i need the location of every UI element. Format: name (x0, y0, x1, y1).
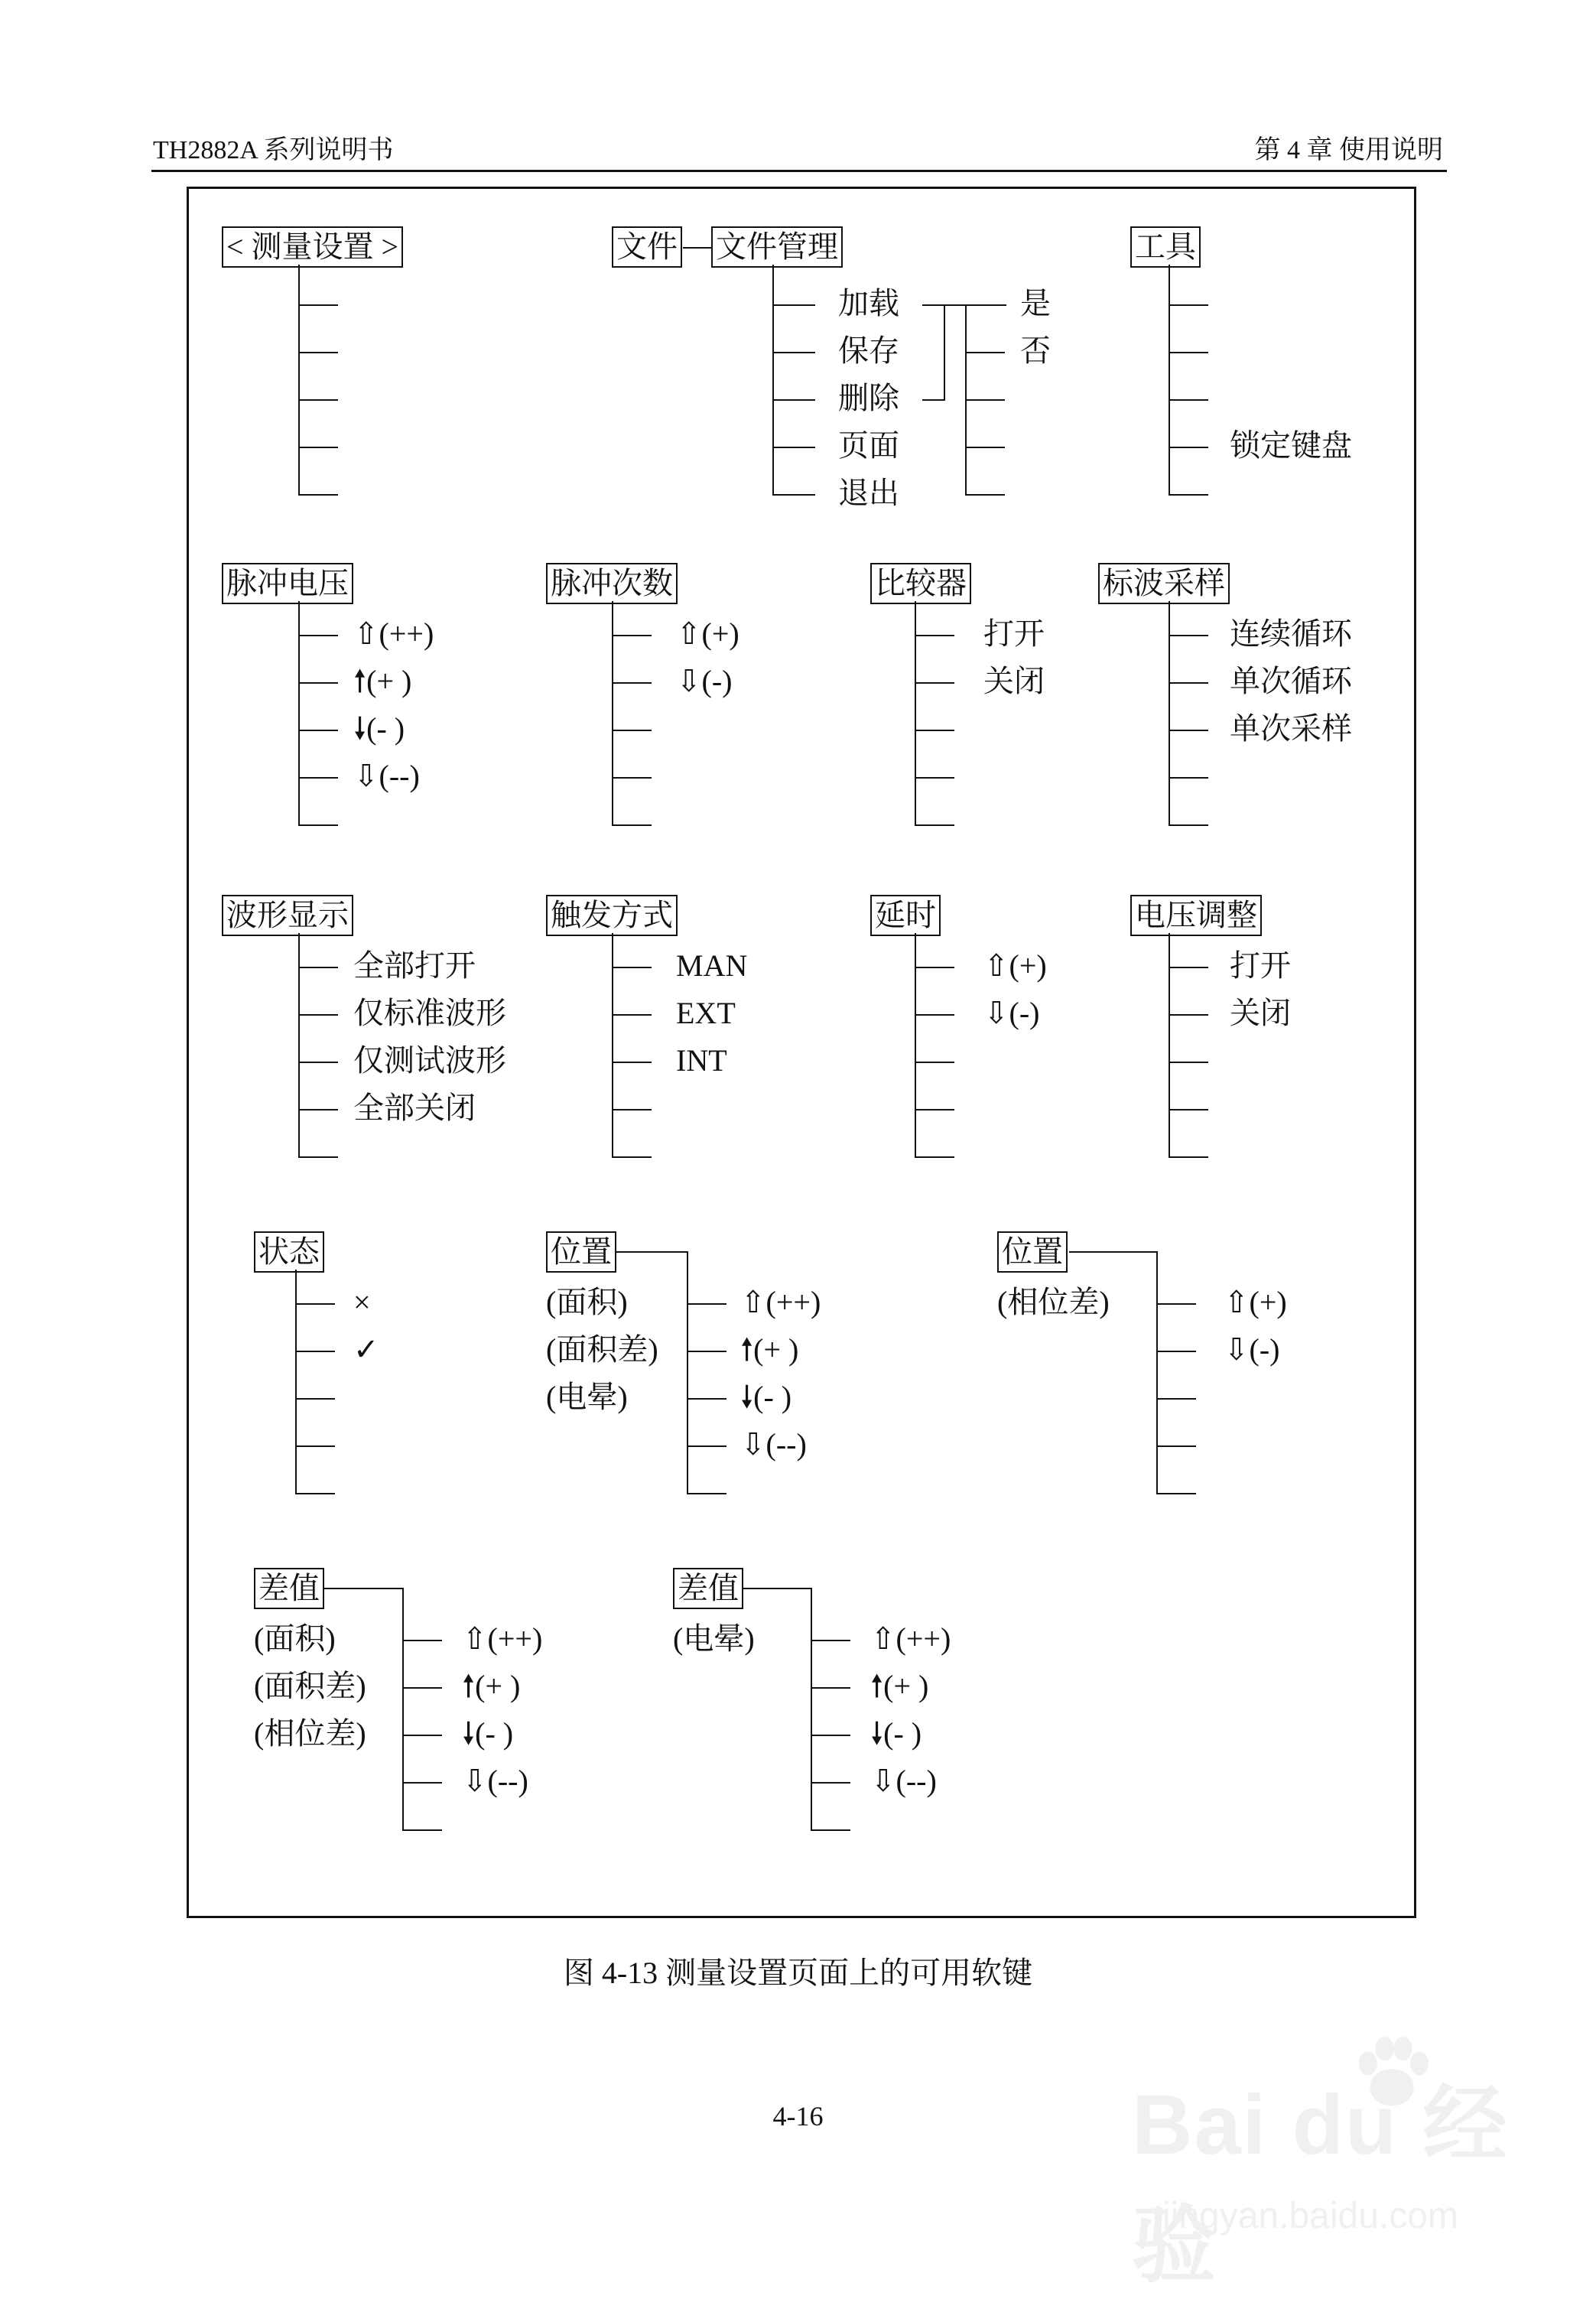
delay-item-2[interactable]: ⇩(-) (983, 996, 1040, 1030)
pulse_count-branch-5 (612, 824, 652, 826)
file-bracket (944, 304, 945, 399)
tools-trunk (1169, 265, 1170, 494)
voltage_adjust-branch-3 (1169, 1062, 1208, 1063)
pulse_voltage-branch-5 (298, 824, 338, 826)
diff_corona-title[interactable]: 差值 (673, 1568, 743, 1609)
status-branch-4 (295, 1445, 335, 1447)
waveform_display-item-1[interactable]: 全部打开 (353, 948, 476, 983)
pulse_voltage-branch-3 (298, 730, 338, 731)
diff_corona-branch-3 (811, 1735, 850, 1736)
diff_area-branch-2 (402, 1687, 442, 1689)
trigger_mode-branch-4 (612, 1109, 652, 1110)
diff_corona-branch-4 (811, 1782, 850, 1784)
confirm-yes: 是 (1020, 286, 1051, 320)
diff_area-item-2[interactable]: 🠕(+ ) (462, 1669, 521, 1703)
diff_corona-label-1: (电晕) (673, 1621, 755, 1656)
position_area-branch-5 (687, 1493, 726, 1494)
waveform_display-title[interactable]: 波形显示 (222, 895, 353, 936)
position_area-trunk (687, 1251, 688, 1493)
pulse_voltage-item-2[interactable]: 🠕(+ ) (353, 664, 412, 698)
file-title[interactable]: 文件 (612, 226, 682, 268)
figure-caption: 图 4-13 测量设置页面上的可用软键 (563, 1956, 1033, 1990)
voltage_adjust-branch-5 (1169, 1156, 1208, 1158)
page-number: 4-16 (772, 2101, 824, 2132)
position_area-item-2[interactable]: 🠕(+ ) (740, 1332, 799, 1367)
position_phase-item-1[interactable]: ⇧(+) (1224, 1285, 1287, 1319)
pulse_count-title[interactable]: 脉冲次数 (546, 563, 678, 604)
waveform_display-branch-3 (298, 1062, 338, 1063)
measure_setup-branch-3 (298, 399, 338, 401)
std_wave_sampling-branch-5 (1169, 824, 1208, 826)
position_area-branch-4 (687, 1445, 726, 1447)
confirm-branch-5 (965, 494, 1005, 496)
confirm-branch-1 (965, 304, 1005, 306)
trigger_mode-branch-3 (612, 1062, 652, 1063)
position_phase-branch-3 (1156, 1398, 1196, 1400)
position_phase-branch-4 (1156, 1445, 1196, 1447)
comparator-item-2[interactable]: 关闭 (983, 664, 1045, 698)
comparator-branch-5 (915, 824, 954, 826)
comparator-branch-1 (915, 635, 954, 636)
diff_area-branch-3 (402, 1735, 442, 1736)
delay-branch-2 (915, 1014, 954, 1016)
file-branch-3 (772, 399, 815, 401)
pulse_count-branch-2 (612, 682, 652, 684)
diff_corona-item-3[interactable]: 🠗(- ) (870, 1716, 922, 1751)
pulse_voltage-title[interactable]: 脉冲电压 (222, 563, 353, 604)
position_area-branch-2 (687, 1351, 726, 1352)
position_phase-trunk (1156, 1251, 1158, 1493)
position_area-item-4[interactable]: ⇩(--) (740, 1427, 807, 1462)
tools-item-4[interactable]: 锁定键盘 (1230, 428, 1352, 463)
waveform_display-item-2[interactable]: 仅标准波形 (353, 996, 506, 1030)
pulse_voltage-branch-2 (298, 682, 338, 684)
confirm-branch-4 (965, 447, 1005, 448)
diff_corona-branch-2 (811, 1687, 850, 1689)
position_phase-item-2[interactable]: ⇩(-) (1224, 1332, 1280, 1367)
comparator-branch-2 (915, 682, 954, 684)
position_area-link (616, 1251, 688, 1253)
watermark-logo: Bai du 经验 (1132, 2078, 1509, 2293)
delay-branch-1 (915, 967, 954, 968)
diff_area-item-1[interactable]: ⇧(++) (462, 1621, 543, 1656)
waveform_display-item-3[interactable]: 仅测试波形 (353, 1043, 506, 1078)
tools-branch-2 (1169, 352, 1208, 353)
diff_corona-branch-5 (811, 1829, 850, 1831)
delay-item-1[interactable]: ⇧(+) (983, 948, 1047, 983)
pulse_count-branch-4 (612, 777, 652, 779)
waveform_display-branch-5 (298, 1156, 338, 1158)
tools-branch-4 (1169, 447, 1208, 448)
waveform_display-item-4[interactable]: 全部关闭 (353, 1091, 476, 1125)
watermark (1132, 2027, 1514, 2293)
std_wave_sampling-item-1[interactable]: 连续循环 (1230, 616, 1352, 651)
file-item-5[interactable]: 退出 (838, 476, 899, 510)
diff_corona-item-4[interactable]: ⇩(--) (870, 1764, 937, 1798)
pulse_count-item-1[interactable]: ⇧(+) (676, 616, 739, 651)
file-manage-title[interactable]: 文件管理 (711, 226, 843, 268)
pulse_count-branch-1 (612, 635, 652, 636)
watermark-url: jingyan.baidu.com (1162, 2196, 1458, 2236)
header-left: TH2882A 系列说明书 (153, 136, 394, 164)
delay-branch-3 (915, 1062, 954, 1063)
std_wave_sampling-branch-1 (1169, 635, 1208, 636)
pulse_voltage-branch-1 (298, 635, 338, 636)
trigger_mode-branch-2 (612, 1014, 652, 1016)
file-item-3[interactable]: 删除 (838, 381, 899, 415)
diff_area-trunk (402, 1588, 404, 1829)
diff_corona-item-1[interactable]: ⇧(++) (870, 1621, 951, 1656)
file-link (683, 247, 712, 249)
diff_corona-item-2[interactable]: 🠕(+ ) (870, 1669, 929, 1703)
file-trunk (772, 265, 774, 494)
pulse_voltage-item-1[interactable]: ⇧(++) (353, 616, 434, 651)
header-right: 第 4 章 使用说明 (1254, 136, 1443, 164)
status-item-2[interactable]: ✓ (353, 1332, 379, 1367)
position_area-label-3: (电晕) (546, 1380, 628, 1414)
file-item-2[interactable]: 保存 (838, 333, 899, 368)
voltage_adjust-branch-4 (1169, 1109, 1208, 1110)
measure_setup-branch-4 (298, 447, 338, 448)
status-branch-1 (295, 1303, 335, 1305)
status-branch-2 (295, 1351, 335, 1352)
std_wave_sampling-item-3[interactable]: 单次采样 (1230, 711, 1352, 746)
diff_corona-trunk (811, 1588, 812, 1829)
status-item-1[interactable]: × (353, 1285, 371, 1319)
header-rule (151, 170, 1447, 172)
std_wave_sampling-branch-2 (1169, 682, 1208, 684)
voltage_adjust-branch-1 (1169, 967, 1208, 968)
diff_area-link (324, 1588, 404, 1589)
position_phase-title[interactable]: 位置 (997, 1231, 1068, 1273)
trigger_mode-item-1[interactable]: MAN (676, 948, 748, 983)
pulse_count-item-2[interactable]: ⇩(-) (676, 664, 733, 698)
waveform_display-branch-1 (298, 967, 338, 968)
tools-branch-1 (1169, 304, 1208, 306)
position_area-item-1[interactable]: ⇧(++) (740, 1285, 821, 1319)
pulse_voltage-branch-4 (298, 777, 338, 779)
tools-branch-3 (1169, 399, 1208, 401)
std_wave_sampling-title[interactable]: 标波采样 (1098, 563, 1230, 604)
position_phase-branch-1 (1156, 1303, 1196, 1305)
status-branch-5 (295, 1493, 335, 1494)
measure_setup-branch-2 (298, 352, 338, 353)
voltage_adjust-title[interactable]: 电压调整 (1130, 895, 1262, 936)
measure_setup-branch-5 (298, 494, 338, 496)
diff_area-branch-4 (402, 1782, 442, 1784)
diff_area-branch-5 (402, 1829, 442, 1831)
file-branch-5 (772, 494, 815, 496)
measure_setup-trunk (298, 265, 300, 494)
diff_area-label-3: (相位差) (254, 1716, 366, 1751)
comparator-branch-3 (915, 730, 954, 731)
diff_area-item-3[interactable]: 🠗(- ) (462, 1716, 514, 1751)
file-branch-4 (772, 447, 815, 448)
trigger_mode-item-2[interactable]: EXT (676, 996, 736, 1030)
trigger_mode-branch-1 (612, 967, 652, 968)
file-delete-link (922, 399, 945, 401)
delay-branch-4 (915, 1109, 954, 1110)
position_area-title[interactable]: 位置 (546, 1231, 616, 1273)
trigger_mode-branch-5 (612, 1156, 652, 1158)
pulse_voltage-item-4[interactable]: ⇩(--) (353, 759, 420, 793)
pulse_voltage-item-3[interactable]: 🠗(- ) (353, 711, 405, 746)
diff_corona-link (743, 1588, 812, 1589)
comparator-branch-4 (915, 777, 954, 779)
std_wave_sampling-branch-3 (1169, 730, 1208, 731)
voltage_adjust-branch-2 (1169, 1014, 1208, 1016)
position_area-branch-3 (687, 1398, 726, 1400)
file-item-4[interactable]: 页面 (838, 428, 899, 463)
std_wave_sampling-item-2[interactable]: 单次循环 (1230, 664, 1352, 698)
delay-branch-5 (915, 1156, 954, 1158)
position_area-label-1: (面积) (546, 1285, 628, 1319)
voltage_adjust-item-2[interactable]: 关闭 (1230, 996, 1291, 1030)
confirm-no: 否 (1020, 333, 1051, 368)
delay-title[interactable]: 延时 (870, 895, 941, 936)
trigger_mode-item-3[interactable]: INT (676, 1043, 727, 1078)
position_area-label-2: (面积差) (546, 1332, 658, 1367)
waveform_display-branch-4 (298, 1109, 338, 1110)
diff_area-title[interactable]: 差值 (254, 1568, 324, 1609)
diff_area-branch-1 (402, 1640, 442, 1641)
pulse_count-branch-3 (612, 730, 652, 731)
comparator-title[interactable]: 比较器 (870, 563, 971, 604)
file-branch-2 (772, 352, 815, 353)
confirm-branch-3 (965, 399, 1005, 401)
trigger_mode-title[interactable]: 触发方式 (546, 895, 678, 936)
position_phase-branch-5 (1156, 1493, 1196, 1494)
tools-branch-5 (1169, 494, 1208, 496)
position_phase-label-1: (相位差) (997, 1285, 1110, 1319)
std_wave_sampling-branch-4 (1169, 777, 1208, 779)
measure_setup-title[interactable]: < 测量设置 > (222, 226, 403, 268)
diff_area-label-1: (面积) (254, 1621, 336, 1656)
confirm-branch-2 (965, 352, 1005, 353)
position_area-branch-1 (687, 1303, 726, 1305)
status-title[interactable]: 状态 (254, 1231, 324, 1273)
status-branch-3 (295, 1398, 335, 1400)
position_phase-branch-2 (1156, 1351, 1196, 1352)
diff_area-label-2: (面积差) (254, 1669, 366, 1703)
diff_corona-branch-1 (811, 1640, 850, 1641)
file-item-1[interactable]: 加载 (838, 286, 899, 320)
diff_area-item-4[interactable]: ⇩(--) (462, 1764, 528, 1798)
position_area-item-3[interactable]: 🠗(- ) (740, 1380, 792, 1414)
voltage_adjust-item-1[interactable]: 打开 (1230, 948, 1291, 983)
position_phase-link (1069, 1251, 1158, 1253)
tools-title[interactable]: 工具 (1130, 226, 1201, 268)
waveform_display-branch-2 (298, 1014, 338, 1016)
file-branch-1 (772, 304, 815, 306)
measure_setup-branch-1 (298, 304, 338, 306)
comparator-item-1[interactable]: 打开 (983, 616, 1045, 651)
